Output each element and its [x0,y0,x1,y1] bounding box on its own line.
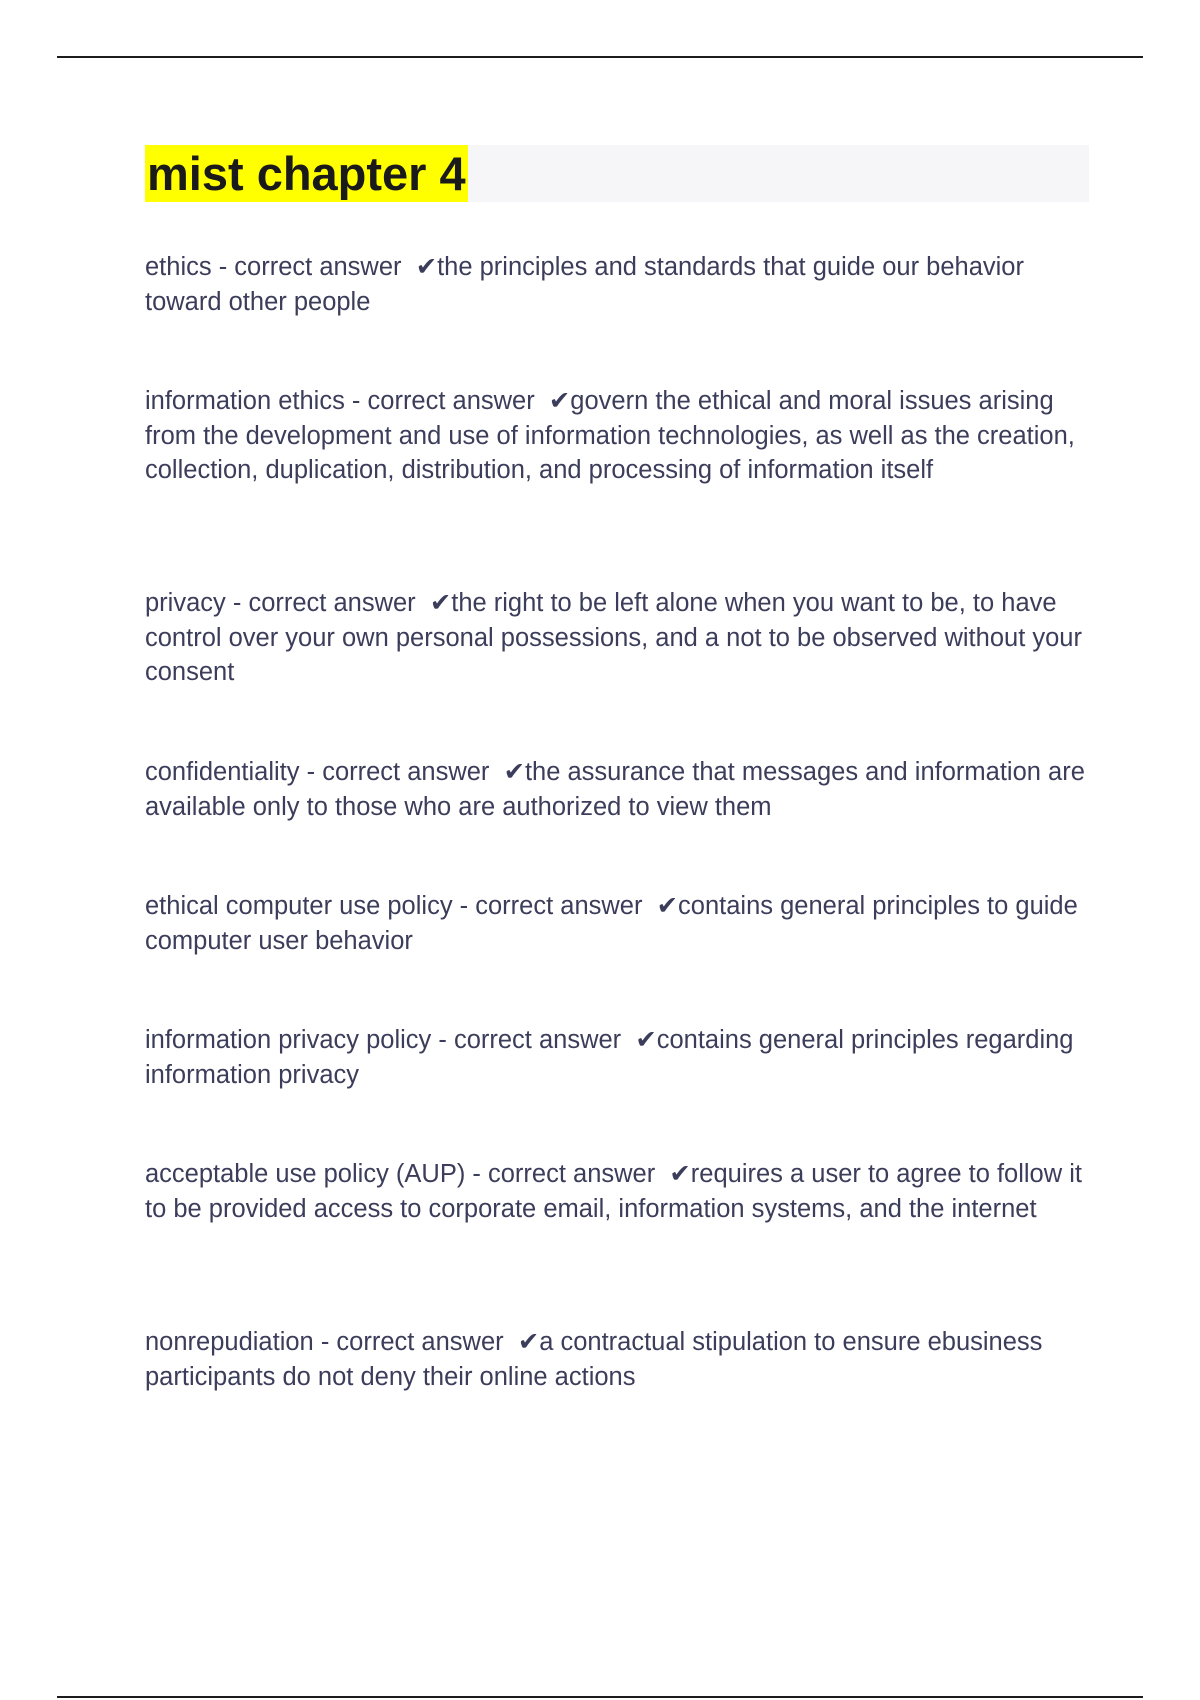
flashcard-entry: ethical computer use policy - correct answer ✔contains general principles to guide computer user behavior [145,892,1078,955]
answer-marker: correct answer [322,758,490,786]
answer-marker: correct answer [336,1328,504,1356]
check-icon: ✔ [656,892,679,920]
flashcard-entry: acceptable use policy (AUP) - correct answer ✔requires a user to agree to follow it to be provided access to corporate email, information systems, and the internet [145,1160,1082,1223]
answer-marker: correct answer [367,387,535,415]
entry-term: nonrepudiation [145,1328,314,1356]
entry-definition: contains general principles to guide computer user behavior [145,892,1078,955]
entry-definition: the principles and standards that guide our behavior toward other people [145,253,1024,316]
flashcard-entry: information ethics - correct answer ✔govern the ethical and moral issues arising from the development and use of information technologies, as well as the creation, collection, duplication, distribution, and processing of information itself [145,387,1075,484]
answer-marker: correct answer [234,253,402,281]
page-title: mist chapter 4 [147,147,466,200]
entry-term: confidentiality [145,758,300,786]
check-icon: ✔ [669,1160,691,1188]
answer-marker: correct answer [453,1026,622,1054]
entry-term: ethical computer use policy [145,892,453,920]
bottom-divider [57,1696,1143,1698]
entry-definition: a contractual stipulation to ensure ebusiness participants do not deny their online actions [145,1328,1043,1391]
check-icon: ✔ [415,253,438,281]
entry-definition: contains general principles regarding information privacy [145,1026,1074,1089]
flashcard-entry: confidentiality - correct answer ✔the assurance that messages and information are available only to those who are authorized to view them [145,758,1085,821]
check-icon: ✔ [429,589,452,617]
entry-term: ethics [145,253,212,281]
entry-term: information ethics [145,387,345,415]
answer-marker: correct answer [488,1160,656,1188]
check-icon: ✔ [503,758,525,786]
flashcard-entry: ethics - correct answer ✔the principles and standards that guide our behavior toward other people [145,253,1024,316]
check-icon: ✔ [548,387,571,415]
check-icon: ✔ [635,1026,657,1054]
check-icon: ✔ [517,1328,540,1356]
entry-definition: the assurance that messages and information are available only to those who are authorized to view them [145,758,1085,821]
entry-definition: requires a user to agree to follow it to be provided access to corporate email, information systems, and the internet [145,1160,1082,1223]
flashcard-entry: privacy - correct answer ✔the right to be left alone when you want to be, to have control over your own personal possessions, and a not to be observed without your consent [145,589,1082,686]
entry-term: privacy [145,589,226,617]
entry-definition: the right to be left alone when you want to be, to have control over your own personal possessions, and a not to be observed without your consent [145,589,1082,686]
flashcard-entry: nonrepudiation - correct answer ✔a contractual stipulation to ensure ebusiness participants do not deny their online actions [145,1328,1043,1391]
entry-definition: govern the ethical and moral issues arising from the development and use of information technologies, as well as the creation, collection, duplication, distribution, and processing of information itself [145,387,1075,484]
answer-marker: correct answer [475,892,643,920]
entry-term: information privacy policy [145,1026,432,1054]
entry-term: acceptable use policy (AUP) [145,1160,466,1188]
answer-marker: correct answer [248,589,416,617]
top-divider [57,56,1143,58]
flashcard-entry: information privacy policy - correct answer ✔contains general principles regarding information privacy [145,1026,1074,1089]
